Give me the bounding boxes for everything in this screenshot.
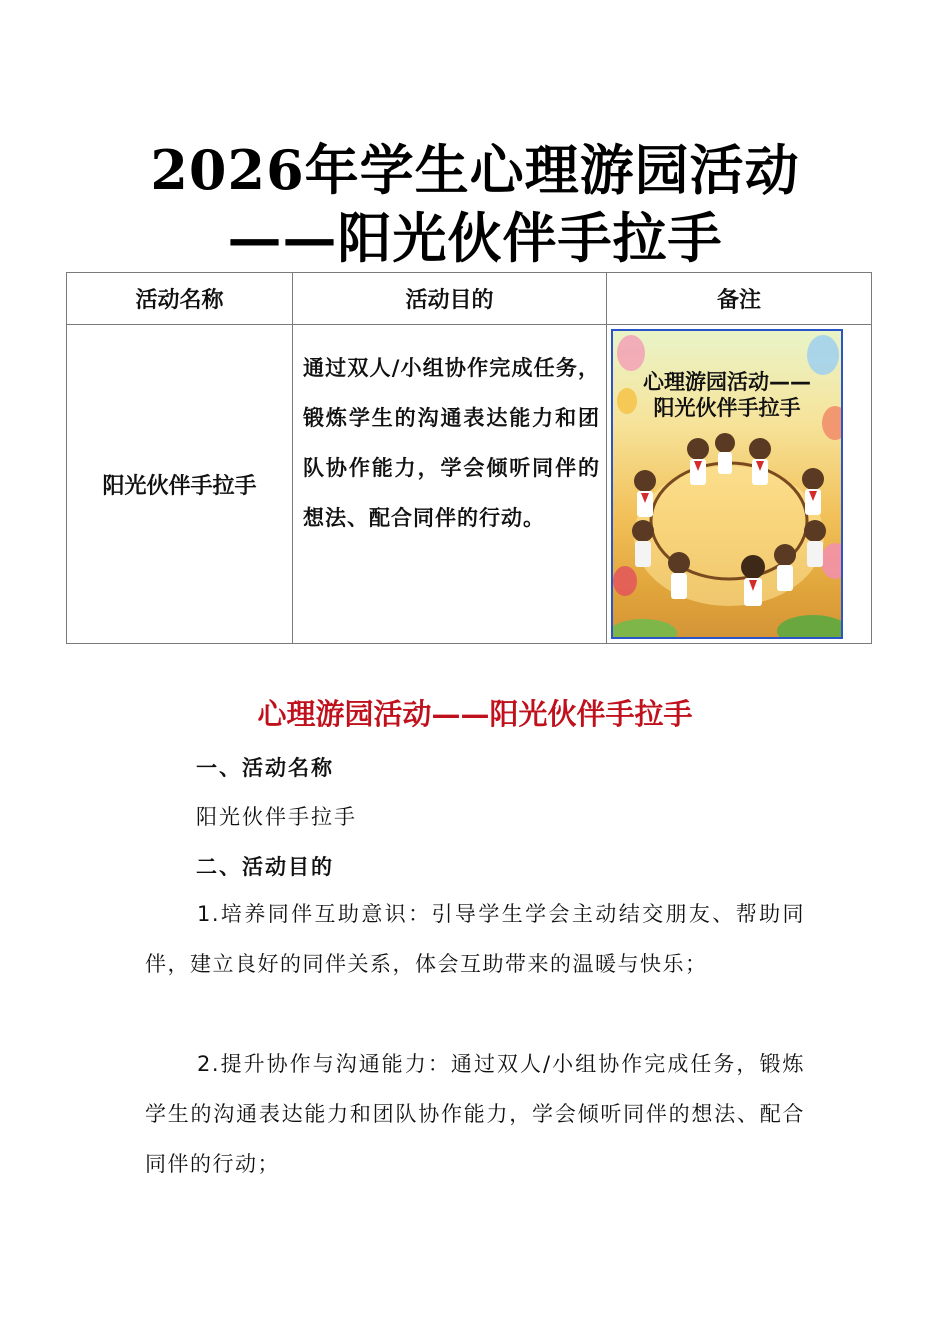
- purpose-item-1: 1.培养同伴互助意识：引导学生学会主动结交朋友、帮助同伴，建立良好的同伴关系，体会互助带来的温暖与快乐；: [145, 902, 805, 976]
- cell-activity-purpose: 通过双人/小组协作完成任务，锻炼学生的沟通表达能力和团队协作能力，学会倾听同伴的想法、配合同伴的行动。: [293, 325, 607, 644]
- cell-remarks: [607, 325, 872, 644]
- document-title-line2: ——阳光伙伴手拉手: [227, 206, 723, 270]
- section-1-title: 一、活动名称: [196, 756, 334, 780]
- table-header-row: [67, 273, 872, 325]
- activity-poster-image: [611, 329, 843, 639]
- table-row: [67, 325, 872, 644]
- header-activity-purpose: 活动目的: [293, 273, 607, 325]
- purpose-item-2: 2.提升协作与沟通能力：通过双人/小组协作完成任务，锻炼学生的沟通表达能力和团队协作能力，学会倾听同伴的想法、配合同伴的行动；: [145, 1052, 805, 1176]
- activity-table: [66, 272, 872, 644]
- section-2-title: 二、活动目的: [196, 855, 334, 879]
- poster-title-line2: 阳光伙伴手拉手: [653, 396, 801, 420]
- section-heading: 心理游园活动——阳光伙伴手拉手: [257, 697, 693, 731]
- header-remarks: 备注: [607, 273, 872, 325]
- poster-title-line1: 心理游园活动——: [643, 370, 811, 394]
- header-activity-name: 活动名称: [67, 273, 293, 325]
- cell-activity-name: 阳光伙伴手拉手: [67, 325, 293, 644]
- section-1-text: 阳光伙伴手拉手: [196, 805, 357, 829]
- document-title-line1: 2026年学生心理游园活动: [150, 138, 800, 202]
